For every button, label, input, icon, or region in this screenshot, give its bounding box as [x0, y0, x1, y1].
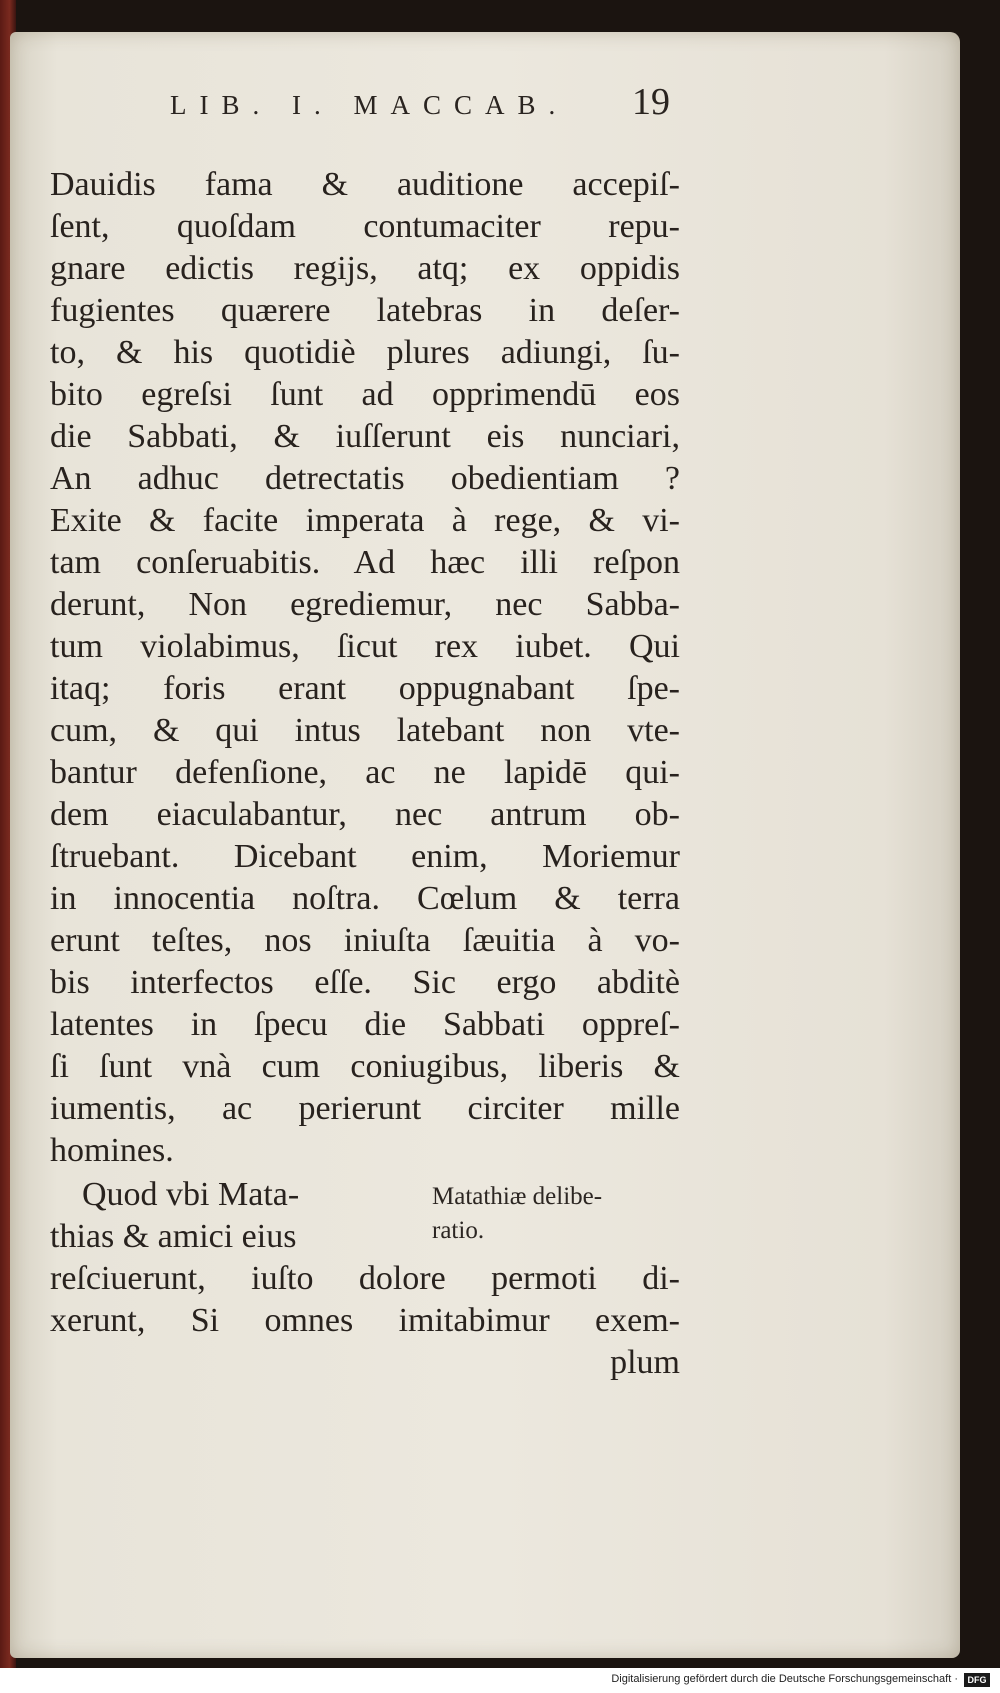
- text-line: Dauidis fama & auditione accepiſ-: [50, 166, 680, 203]
- text-line: dem eiaculabantur, nec antrum ob-: [50, 796, 680, 833]
- text-line: tum violabimus, ſicut rex iubet. Qui: [50, 628, 680, 665]
- marginal-note-line: Matathiæ delibe-: [432, 1183, 603, 1210]
- text-line: ſi ſunt vnà cum coniugibus, liberis &: [50, 1048, 680, 1085]
- text-line: reſciuerunt, iuſto dolore permoti di-: [50, 1260, 680, 1297]
- marginal-note-line: ratio.: [432, 1217, 485, 1244]
- dfg-logo-icon: DFG: [964, 1673, 990, 1687]
- text-line: homines.: [50, 1132, 174, 1169]
- running-head: LIB. I. MACCAB.: [170, 90, 569, 120]
- text-line: bantur defenſione, ac ne lapidē qui-: [50, 754, 680, 791]
- text-line: thias & amici eius: [50, 1218, 297, 1255]
- text-line: bis interfectos eſſe. Sic ergo abditè: [50, 964, 680, 1001]
- text-line: cum, & qui intus latebant non vte-: [50, 712, 680, 749]
- main-text-block: [50, 164, 680, 1172]
- text-line: xerunt, Si omnes imitabimur exem-: [50, 1302, 680, 1339]
- digitization-footer: [0, 1668, 1000, 1693]
- text-line: iumentis, ac perierunt circiter mille: [50, 1090, 680, 1127]
- text-line: fugientes quærere latebras in deſer-: [50, 292, 680, 329]
- text-line: An adhuc detrectatis obedientiam ?: [50, 460, 680, 497]
- text-line: Exite & facite imperata à rege, & vi-: [50, 502, 680, 539]
- funding-credit: Digitalisierung gefördert durch die Deutsche Forschungsgemeinschaft ·: [611, 1673, 958, 1685]
- text-line: erunt teſtes, nos iniuſta ſæuitia à vo-: [50, 922, 680, 959]
- text-line: in innocentia noſtra. Cœlum & terra: [50, 880, 680, 917]
- text-line: itaq; foris erant oppugnabant ſpe-: [50, 670, 680, 707]
- marginal-note: [432, 1180, 672, 1248]
- text-line: derunt, Non egrediemur, nec Sabba-: [50, 586, 680, 623]
- text-line: to, & his quotidiè plures adiungi, ſu-: [50, 334, 680, 371]
- text-line: gnare edictis regijs, atq; ex oppidis: [50, 250, 680, 287]
- text-line: tam conſeruabitis. Ad hæc illi reſpon: [50, 544, 680, 581]
- text-line: Quod vbi Mata-: [82, 1176, 300, 1213]
- text-line: bito egreſsi ſunt ad opprimendū eos: [50, 376, 680, 413]
- text-line: latentes in ſpecu die Sabbati oppreſ-: [50, 1006, 680, 1043]
- book-page: [10, 32, 960, 1658]
- text-line: ſent, quoſdam contumaciter repu-: [50, 208, 680, 245]
- page-number: 19: [632, 81, 670, 123]
- text-line: die Sabbati, & iuſſerunt eis nunciari,: [50, 418, 680, 455]
- catchword: plum: [610, 1344, 680, 1381]
- text-line: ſtruebant. Dicebant enim, Moriemur: [50, 838, 680, 875]
